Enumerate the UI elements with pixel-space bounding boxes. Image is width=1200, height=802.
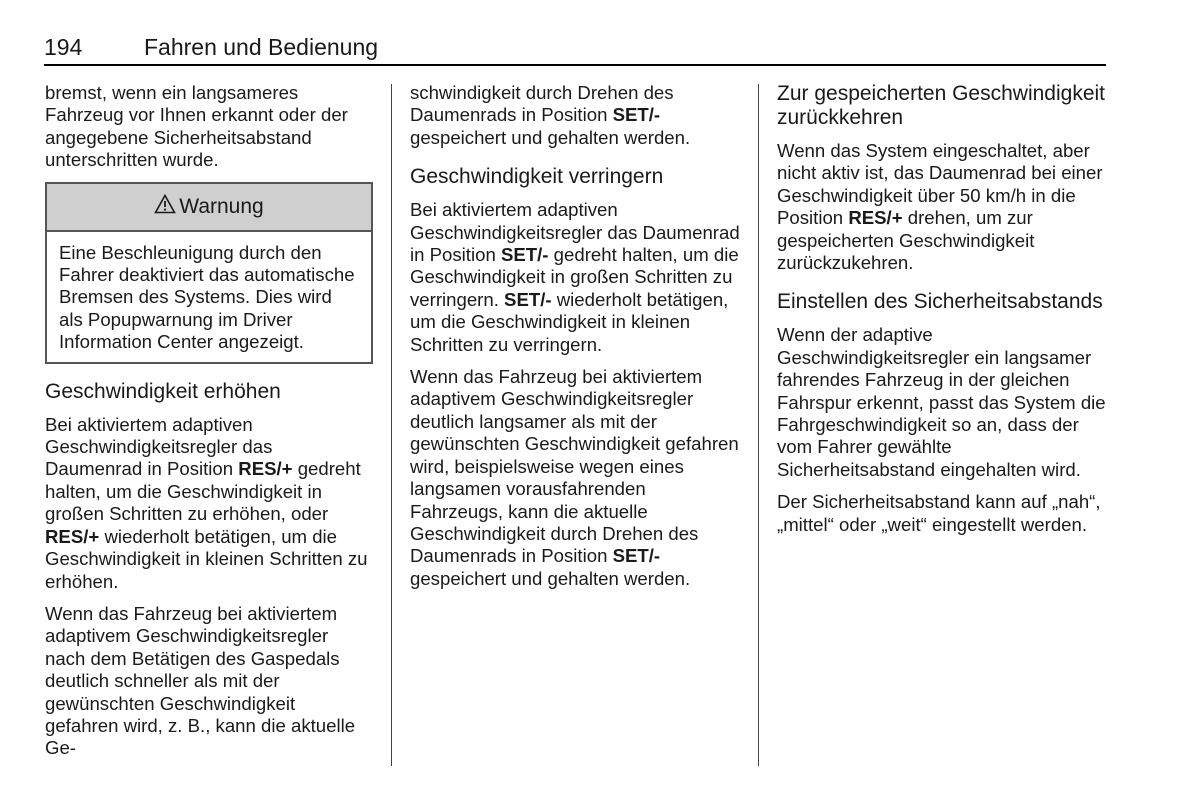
warning-text: Eine Beschleunigung durch den Fahrer deaktiviert das automatische Bremsen des Systems. Dies wird als Popupwarnung im Driver Information Center angezeigt. [59,241,355,353]
res-term: RES/+ [45,525,100,547]
warning-triangle-icon [154,194,176,220]
res-term: RES/+ [848,207,903,229]
res-term: RES/+ [238,458,293,480]
column-2 [410,82,740,600]
heading-decrease-speed: Geschwindigkeit verringern [410,165,664,189]
set-term: SET/- [504,288,552,310]
set-term: SET/- [500,244,549,266]
distance-setting-paragraph: Der Sicherheitsabstand kann auf „nah“, „mittel“ oder „weit“ eingestellt werden. [777,491,1101,535]
heading-return-to-speed: Zur gespeicherten Geschwindigkeit zurückkehren [777,82,1106,129]
warning-title: Warnung [179,194,264,218]
warning-box [45,182,373,364]
set-term: SET/- [612,545,661,567]
decrease-speed-paragraph: Bei aktiviertem adaptiven Geschwindigkeitsregler das Daumenrad in Position SET/- gedreht halten, um die Geschwindigkeit in großen Schritten zu verringern. SET/- wiederholt betätigen, um die Geschwindigkeit in kleinen Schritten zu verringern. [410,199,740,355]
column-divider-1 [391,84,392,766]
page-number: 194 [44,34,83,60]
intro-paragraph: bremst, wenn ein langsameres Fahrzeug vor Ihnen erkannt oder der angegebene Sicherheitsabstand unterschritten wurde. [45,82,348,171]
distance-paragraph: Wenn der adaptive Geschwindigkeitsregler ein langsamer fahrendes Fahrzeug in der gleichen Fahrspur erkennt, passt das System die Fahrgeschwindigkeit so an, dass der vom Fahrer gewählte Sicherheitsabstand eingehalten wird. [777,324,1106,480]
heading-increase-speed: Geschwindigkeit erhöhen [45,379,281,403]
accelerator-paragraph: Wenn das Fahrzeug bei aktiviertem adaptivem Geschwindigkeitsregler nach dem Betätigen des Gaspedals deutlich schneller als mit der gewünschten Geschwindigkeit gefahren wird, z. B., kann die aktuelle Ge- [45,602,356,759]
return-speed-paragraph: Wenn das System eingeschaltet, aber nicht aktiv ist, das Daumenrad bei einer Geschwindigkeit über 50 km/h in die Position RES/+ drehen, um zur gespeicherten Geschwindigkeit zurückzukehren. [777,140,1103,274]
header-rule [44,64,1106,66]
heading-set-distance: Einstellen des Sicherheitsabstands [777,290,1103,314]
warning-header [47,184,371,232]
page-header [44,34,1106,64]
continued-paragraph: schwindigkeit durch Drehen des Daumenrads in Position SET/- gespeichert und gehalten werden. [410,82,691,148]
column-divider-2 [758,84,759,766]
increase-speed-paragraph: Bei aktiviertem adaptiven Geschwindigkeitsregler das Daumenrad in Position RES/+ gedreht halten, um die Geschwindigkeit in großen Schritten zu erhöhen, oder RES/+ wiederholt betätigen, um die Geschwindigkeit in kleinen Schritten zu erhöhen. [45,413,368,592]
column-1 [45,82,373,770]
column-3 [777,82,1109,546]
chapter-title: Fahren und Bedienung [144,34,379,60]
set-term: SET/- [612,104,661,126]
slow-vehicle-paragraph: Wenn das Fahrzeug bei aktiviertem adaptivem Geschwindigkeitsregler deutlich langsamer als mit der gewünschten Geschwindigkeit gefahren wird, beispielsweise wegen eines langsamen vorausfahrenden Fahrzeugs, kann die aktuelle Geschwindigkeit durch Drehen des Daumenrads in Position SET/- gespeichert und gehalten werden. [410,366,739,589]
